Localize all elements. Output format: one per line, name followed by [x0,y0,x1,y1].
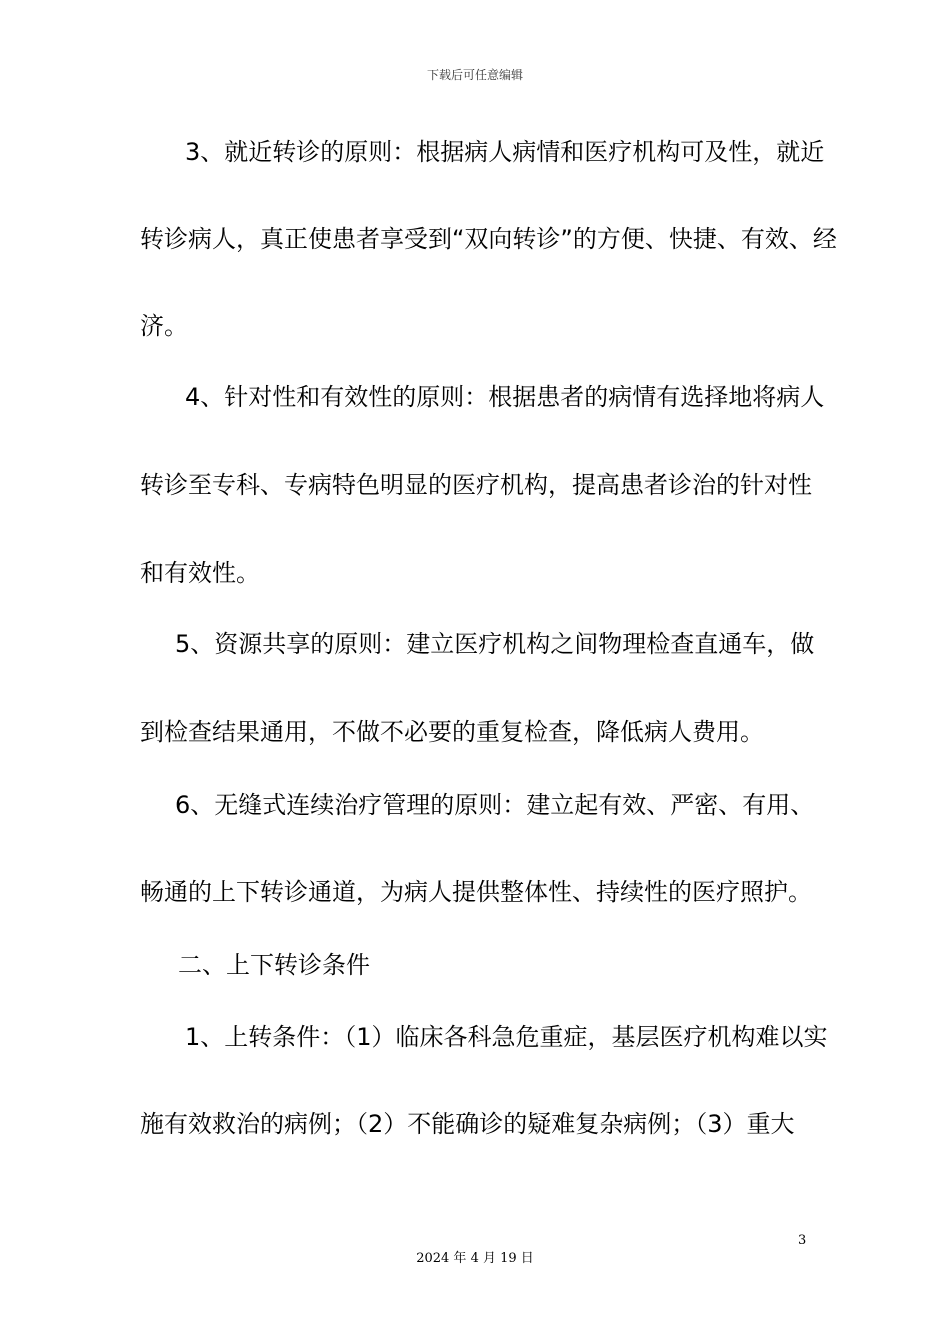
paragraph-line: 转诊病人，真正使患者享受到“双向转诊”的方便、快捷、有效、经 [140,225,837,253]
paragraph-line: 4、针对性和有效性的原则：根据患者的病情有选择地将病人 [185,383,825,411]
paragraph-line: 3、就近转诊的原则：根据病人病情和医疗机构可及性，就近 [185,138,825,166]
paragraph-line: 5、资源共享的原则：建立医疗机构之间物理检查直通车，做 [175,630,815,658]
page-footer-date: 2024 年 4 月 19 日 [416,1251,534,1266]
paragraph-line: 和有效性。 [140,559,260,587]
paragraph-line: 到检查结果通用，不做不必要的重复检查，降低病人费用。 [140,718,764,746]
page-number: 3 [798,1233,807,1248]
page-header: 下载后可任意编辑 [426,68,523,82]
paragraph-line: 1、上转条件：（1）临床各科急危重症，基层医疗机构难以实 [185,1023,828,1051]
paragraph-line: 济。 [140,312,188,340]
paragraph-line: 转诊至专科、专病特色明显的医疗机构，提高患者诊治的针对性 [140,471,812,499]
paragraph-line: 施有效救治的病例；（2）不能确诊的疑难复杂病例；（3）重大 [140,1110,795,1138]
paragraph-line: 6、无缝式连续治疗管理的原则：建立起有效、严密、有用、 [175,791,815,819]
paragraph-line: 畅通的上下转诊通道，为病人提供整体性、持续性的医疗照护。 [140,878,812,906]
section-heading: 二、上下转诊条件 [178,951,370,979]
